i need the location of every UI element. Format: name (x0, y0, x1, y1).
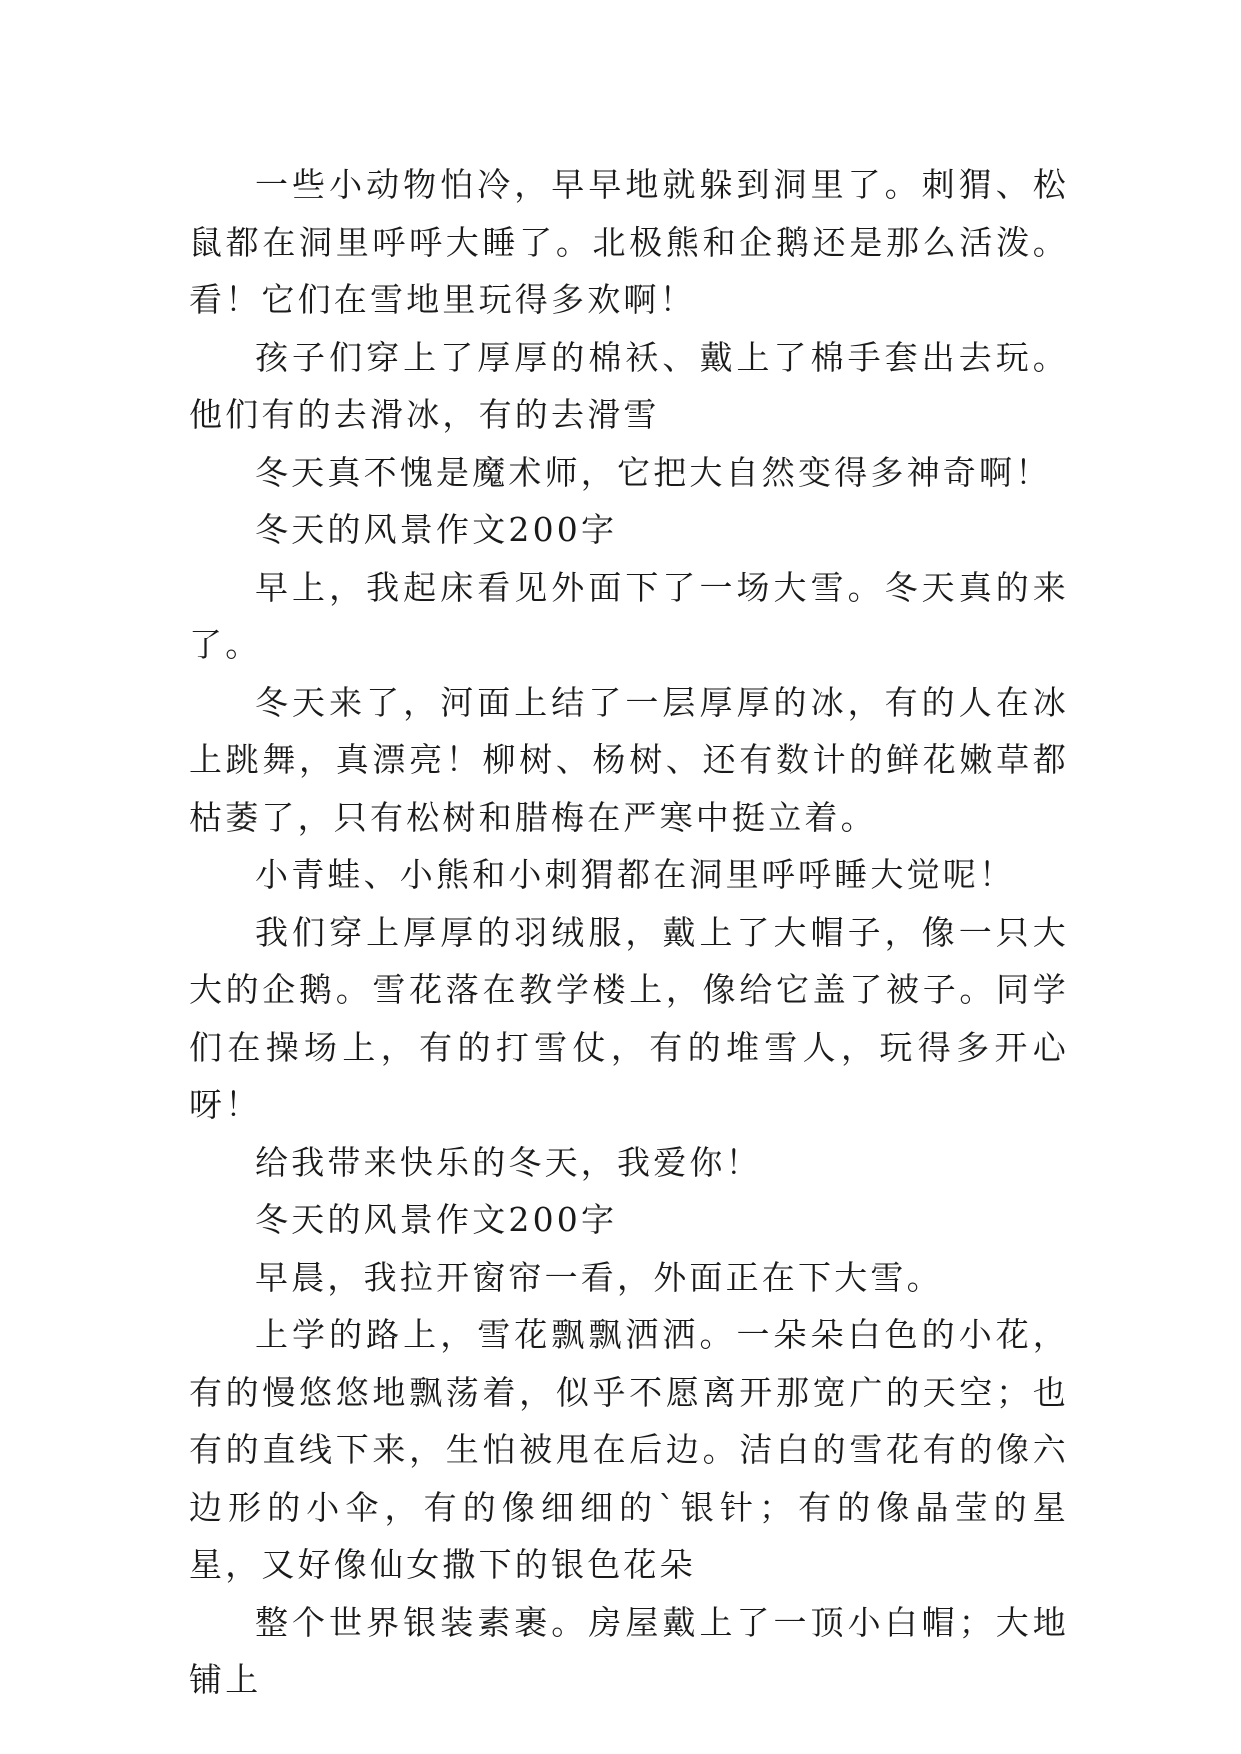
paragraph-animals-sleep: 小青蛙、小熊和小刺猬都在洞里呼呼睡大觉呢！ (255, 855, 1016, 894)
document-body (189, 156, 1069, 1709)
paragraph-opening-curtains: 早晨，我拉开窗帘一看，外面正在下大雪。 (255, 1257, 943, 1297)
paragraph-animals-hibernate: 一些小动物怕冷，早早地就躲到洞里了。刺猬、松鼠都在洞里呼呼大睡了。北极熊和企鹅还是那么活泼。看！它们在雪地里玩得多欢啊！ (189, 165, 1069, 319)
paragraph-winter-magician: 冬天真不愧是魔术师，它把大自然变得多神奇啊！ (255, 452, 1052, 492)
paragraph-frozen-river: 冬天来了，河面上结了一层厚厚的冰，有的人在冰上跳舞，真漂亮！柳树、杨树、还有数计的鲜花嫩草都枯萎了，只有松树和腊梅在严寒中挺立着。 (189, 682, 1069, 837)
paragraph-silver-world: 整个世界银装素裹。房屋戴上了一顶小白帽；大地铺上 (189, 1602, 1069, 1699)
paragraph-snowflakes: 上学的路上，雪花飘飘洒洒。一朵朵白色的小花，有的慢悠悠地飘荡着，似乎不愿离开那宽广的天空；也有的直线下来，生怕被甩在后边。洁白的雪花有的像六边形的小伞，有的像细细的`银针；有的像晶莹的星星，又好像仙女撒下的银色花朵 (189, 1315, 1069, 1584)
paragraph-morning-snow: 早上，我起床看见外面下了一场大雪。冬天真的来了。 (189, 567, 1069, 664)
paragraph-down-jackets: 我们穿上厚厚的羽绒服，戴上了大帽子，像一只大大的企鹅。雪花落在教学楼上，像给它盖了被子。同学们在操场上，有的打雪仗，有的堆雪人，玩得多开心呀！ (189, 912, 1069, 1124)
essay-heading: 冬天的风景作文200字 (255, 510, 618, 549)
paragraph-love-winter: 给我带来快乐的冬天，我爱你！ (255, 1142, 762, 1182)
essay-heading: 冬天的风景作文200字 (255, 1200, 618, 1239)
paragraph-children-play: 孩子们穿上了厚厚的棉袄、戴上了棉手套出去玩。他们有的去滑冰，有的去滑雪 (189, 337, 1069, 434)
